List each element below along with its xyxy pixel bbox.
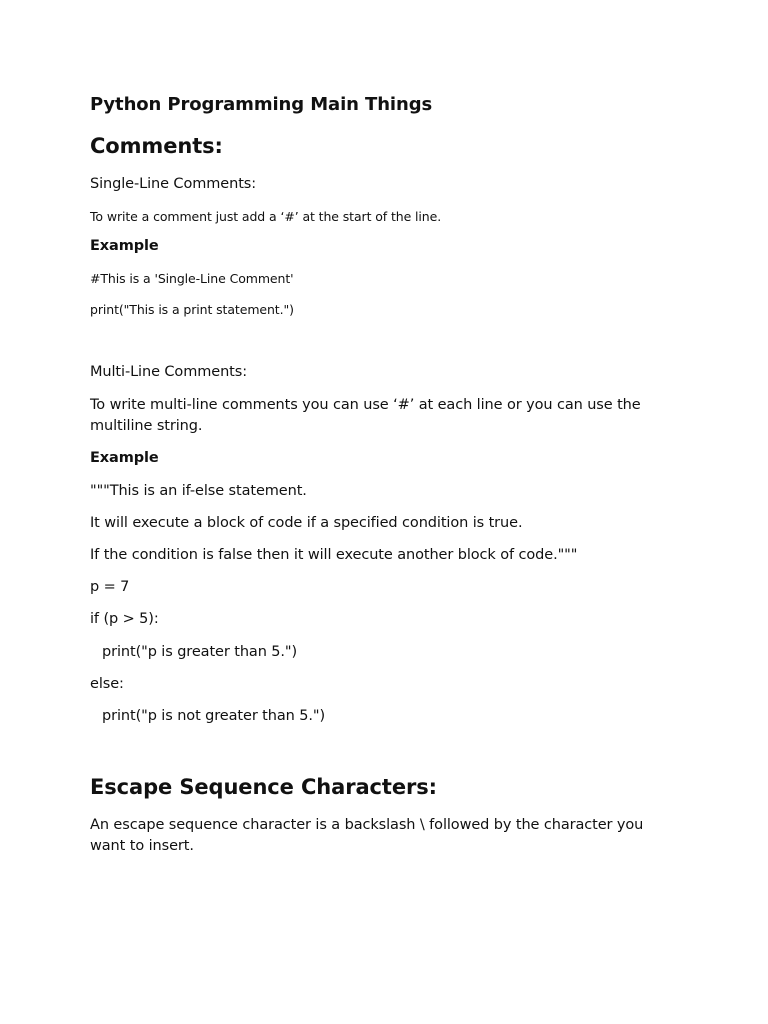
single-line-description: To write a comment just add a ‘#’ at the start of the line. <box>90 209 442 224</box>
single-line-label: Single-Line Comments: <box>90 176 257 192</box>
escape-sequence-heading: Escape Sequence Characters: <box>90 775 437 799</box>
code-line: p = 7 <box>90 579 130 595</box>
code-line: print("This is a print statement.") <box>90 302 294 317</box>
code-line: if (p > 5): <box>90 611 159 627</box>
code-line: """This is an if-else statement. <box>90 483 307 499</box>
code-line: else: <box>90 676 124 692</box>
code-line: It will execute a block of code if a specified condition is true. <box>90 515 523 531</box>
code-line: If the condition is false then it will execute another block of code.""" <box>90 547 578 563</box>
example-label-1: Example <box>90 238 159 254</box>
escape-sequence-description: An escape sequence character is a backslash \ followed by the character you want to insert. <box>90 817 644 854</box>
multi-line-description: To write multi-line comments you can use ‘#’ at each line or you can use the multiline string. <box>90 397 641 434</box>
example-label-2: Example <box>90 450 159 466</box>
code-line: print("p is not greater than 5.") <box>102 708 326 724</box>
multi-line-label: Multi-Line Comments: <box>90 364 247 380</box>
code-line: print("p is greater than 5.") <box>102 644 298 660</box>
document-title: Python Programming Main Things <box>90 94 433 115</box>
code-line: #This is a 'Single-Line Comment' <box>90 271 294 286</box>
comments-heading: Comments: <box>90 134 223 158</box>
